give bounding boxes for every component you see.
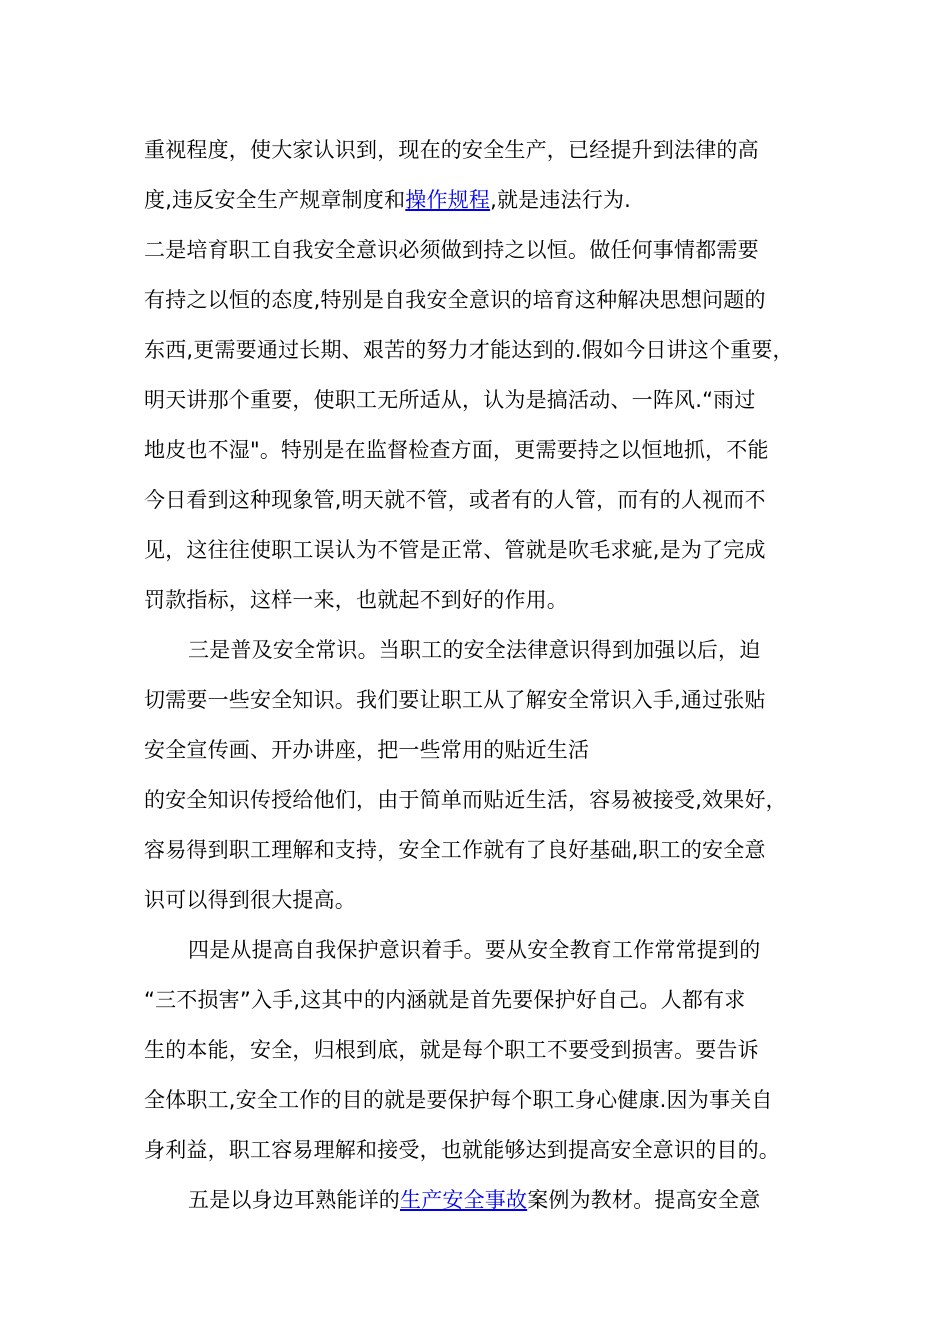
text-line: 二是培育职工自我安全意识必须做到持之以恒。做任何事情都需要 xyxy=(144,238,759,262)
text-segment: ,就是违法行为. xyxy=(490,188,632,212)
text-line: 今日看到这种现象管,明天就不管，或者有的人管，而有的人视而不 xyxy=(144,488,766,512)
text-line: 见，这往往使职工误认为不管是正常、管就是吹毛求疵,是为了完成 xyxy=(144,538,766,562)
text-line: 地皮也不湿"。特别是在监督检查方面，更需要持之以恒地抓，不能 xyxy=(144,438,769,462)
paragraph-start-line-with-link xyxy=(188,1187,760,1213)
text-segment: 五是以身边耳熟能详的 xyxy=(188,1188,400,1212)
paragraph-start-line: 四是从提高自我保护意识着手。要从安全教育工作常常提到的 xyxy=(188,938,761,962)
text-line: 容易得到职工理解和支持，安全工作就有了良好基础,职工的安全意 xyxy=(144,838,766,862)
text-line: 罚款指标，这样一来，也就起不到好的作用。 xyxy=(144,588,568,612)
text-line: 切需要一些安全知识。我们要让职工从了解安全常识入手,通过张贴 xyxy=(144,688,766,712)
text-line: “三不损害”入手,这其中的内涵就是首先要保护好自己。人都有求 xyxy=(144,988,746,1012)
link-production-safety-accidents[interactable]: 生产安全事故 xyxy=(400,1188,528,1212)
text-line: 识可以得到很大提高。 xyxy=(144,888,356,912)
text-line: 东西,更需要通过长期、艰苦的努力才能达到的.假如今日讲这个重要， xyxy=(144,338,794,362)
text-line: 身利益，职工容易理解和接受，也就能够达到提高安全意识的目的。 xyxy=(144,1138,780,1162)
text-line: 重视程度，使大家认识到，现在的安全生产，已经提升到法律的高 xyxy=(144,138,759,162)
text-line: 的安全知识传授给他们，由于简单而贴近生活，容易被接受,效果好， xyxy=(144,788,787,812)
text-line: 生的本能，安全，归根到底，就是每个职工不要受到损害。要告诉 xyxy=(144,1038,759,1062)
text-line: 明天讲那个重要，使职工无所适从，认为是搞活动、一阵风.“雨过 xyxy=(144,388,756,412)
text-line: 全体职工,安全工作的目的就是要保护每个职工身心健康.因为事关自 xyxy=(144,1088,773,1112)
paragraph-start-line: 三是普及安全常识。当职工的安全法律意识得到加强以后，迫 xyxy=(188,638,761,662)
link-operating-procedures[interactable]: 操作规程 xyxy=(405,188,491,212)
text-line: 有持之以恒的态度,特别是自我安全意识的培育这种解决思想问题的 xyxy=(144,288,766,312)
text-line-with-link xyxy=(144,187,631,213)
text-segment: 度,违反安全生产规章制度和 xyxy=(144,188,406,212)
text-line: 安全宣传画、开办讲座，把一些常用的贴近生活 xyxy=(144,738,590,762)
text-segment: 案例为教材。提高安全意 xyxy=(527,1188,761,1212)
